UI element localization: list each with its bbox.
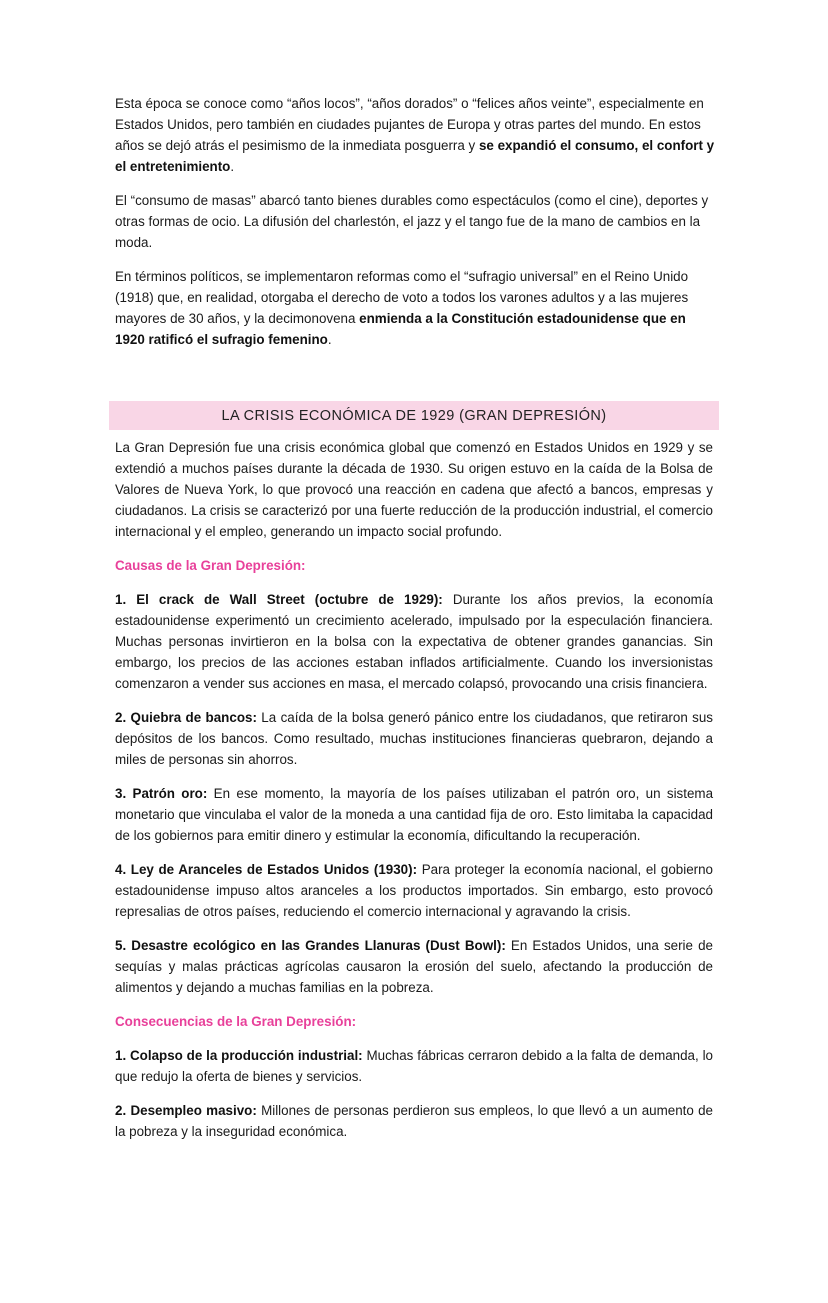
cause-item: 1. El crack de Wall Street (octubre de 1929): Durante los años previos, la economía estadounidense experimentó un crecimiento acelerado, impulsado por la especulación financiera. Muchas personas invirtieron en la bolsa con la expectativa de obtener grandes ganancias. Sin embargo, los precios de las acciones estaban inflados artificialmente. Cuando los inversionistas comenzaron a vender sus acciones en masa, el mercado colapsó, provocando una crisis financiera.	[115, 592, 713, 691]
cause-title: 3. Patrón oro:	[115, 786, 208, 801]
crisis-section	[115, 437, 713, 1142]
cause-item: 2. Quiebra de bancos: La caída de la bolsa generó pánico entre los ciudadanos, que retiraron sus depósitos de los bancos. Como resultado, muchas instituciones financieras quebraron, dejando a miles de personas sin ahorros.	[115, 710, 713, 767]
cause-title: 4. Ley de Aranceles de Estados Unidos (1930):	[115, 862, 418, 877]
intro-paragraph-2: El “consumo de masas” abarcó tanto bienes durables como espectáculos (como el cine), deportes y otras formas de ocio. La difusión del charlestón, el jazz y el tango fue de la mano de cambios en la moda.	[115, 193, 709, 250]
section-title: LA CRISIS ECONÓMICA DE 1929 (GRAN DEPRESIÓN)	[221, 407, 607, 424]
crisis-intro-paragraph: La Gran Depresión fue una crisis económica global que comenzó en Estados Unidos en 1929 y se extendió a muchos países durante la década de 1930. Su origen estuvo en la caída de la Bolsa de Valores de Nueva York, lo que provocó una reacción en cadena que afectó a bancos, empresas y ciudadanos. La crisis se caracterizó por una fuerte reducción de la producción industrial, el comercio internacional y el empleo, generando un impacto social profundo.	[115, 440, 713, 539]
consequence-title: 2. Desempleo masivo:	[115, 1103, 257, 1118]
consequences-heading: Consecuencias de la Gran Depresión:	[115, 1014, 357, 1029]
intro-paragraph-1: Esta época se conoce como “años locos”, “años dorados” o “felices años veinte”, especialmente en Estados Unidos, pero también en ciudades pujantes de Europa y otras partes del mundo. En estos años se dejó atrás el pesimismo de la inmediata posguerra y se expandió el consumo, el confort y el entretenimiento.	[115, 96, 715, 174]
intro-paragraph-3: En términos políticos, se implementaron reformas como el “sufragio universal” en el Reino Unido (1918) que, en realidad, otorgaba el derecho de voto a todos los varones adultos y a las mujeres mayores de 30 años, y la decimonovena enmienda a la Constitución estadounidense que en 1920 ratificó el sufragio femenino.	[115, 269, 689, 347]
intro-section	[115, 93, 715, 350]
consequence-item: 1. Colapso de la producción industrial: Muchas fábricas cerraron debido a la falta de demanda, lo que redujo la oferta de bienes y servicios.	[115, 1048, 713, 1084]
cause-title: 1. El crack de Wall Street (octubre de 1929):	[115, 592, 443, 607]
causes-heading: Causas de la Gran Depresión:	[115, 558, 306, 573]
cause-item: 3. Patrón oro: En ese momento, la mayoría de los países utilizaban el patrón oro, un sistema monetario que vinculaba el valor de la moneda a una cantidad fija de oro. Esto limitaba la capacidad de los gobiernos para emitir dinero y estimular la economía, dificultando la recuperación.	[115, 786, 714, 843]
consequence-item: 2. Desempleo masivo: Millones de personas perdieron sus empleos, lo que llevó a un aumento de la pobreza y la inseguridad económica.	[115, 1103, 713, 1139]
intro-paragraph-1-bold: se expandió el consumo, el confort y el entretenimiento	[115, 138, 715, 174]
section-title-banner	[109, 401, 719, 430]
cause-item: 5. Desastre ecológico en las Grandes Llanuras (Dust Bowl): En Estados Unidos, una serie de sequías y malas prácticas agrícolas causaron la erosión del suelo, afectando la producción de alimentos y dejando a muchas familias en la pobreza.	[115, 938, 714, 995]
cause-title: 2. Quiebra de bancos:	[115, 710, 257, 725]
cause-item: 4. Ley de Aranceles de Estados Unidos (1930): Para proteger la economía nacional, el gobierno estadounidense impuso altos aranceles a los productos importados. Sin embargo, esto provocó represalias de otros países, reduciendo el comercio internacional y agravando la crisis.	[115, 862, 713, 919]
consequence-title: 1. Colapso de la producción industrial:	[115, 1048, 363, 1063]
intro-paragraph-3-bold: enmienda a la Constitución estadounidense que en 1920 ratificó el sufragio femenino	[115, 311, 686, 347]
cause-title: 5. Desastre ecológico en las Grandes Llanuras (Dust Bowl):	[115, 938, 506, 953]
